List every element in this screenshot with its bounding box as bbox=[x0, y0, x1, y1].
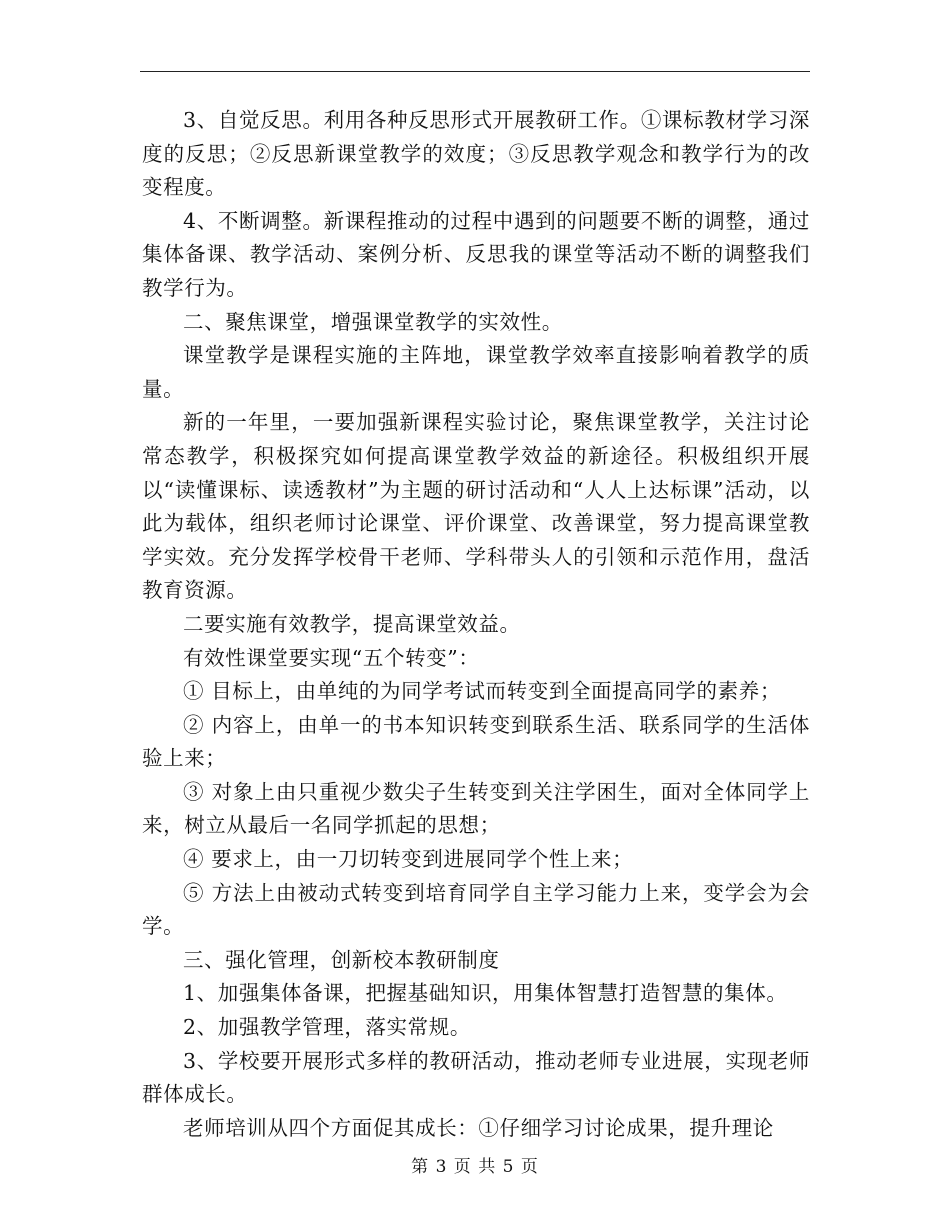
paragraph-reflection: 3、自觉反思。利用各种反思形式开展教研工作。①课标教材学习深度的反思；②反思新课堂教学的效度；③反思教学观念和教学行为的改变程度。 bbox=[142, 108, 810, 200]
list-item-requirement: ④ 要求上，由一刀切转变到进展同学个性上来； bbox=[183, 847, 634, 872]
paragraph-research-activities: 3、学校要开展形式多样的教研活动，推动老师专业进展，实现老师群体成长。 bbox=[142, 1048, 810, 1107]
paragraph-effective-teaching: 二要实施有效教学，提高课堂效益。 bbox=[183, 611, 521, 636]
section-heading-2: 二、聚焦课堂，增强课堂教学的实效性。 bbox=[183, 309, 563, 334]
list-item-content: ② 内容上，由单一的书本知识转变到联系生活、联系同学的生活体验上来； bbox=[142, 712, 810, 771]
document-body bbox=[142, 104, 810, 1145]
list-item-target: ③ 对象上由只重视少数尖子生转变到关注学困生，面对全体同学上来，树立从最后一名同学抓起的思想； bbox=[142, 779, 810, 838]
list-item-goal: ① 目标上，由单纯的为同学考试而转变到全面提高同学的素养； bbox=[183, 679, 781, 704]
paragraph-classroom-main: 课堂教学是课程实施的主阵地，课堂教学效率直接影响着教学的质量。 bbox=[142, 343, 810, 401]
paragraph-adjustment: 4、不断调整。新课程推动的过程中遇到的问题要不断的调整，通过集体备课、教学活动、案例分析、反思我的课堂等活动不断的调整我们教学行为。 bbox=[142, 208, 810, 300]
paragraph-new-year: 新的一年里，一要加强新课程实验讨论，聚焦课堂教学，关注讨论常态教学，积极探究如何提高课堂教学效益的新途径。积极组织开展以“读懂课标、读透教材”为主题的研讨活动和“人人上达标课”活动，以此为载体，组织老师讨论课堂、评价课堂、改善课堂，努力提高课堂教学实效。充分发挥学校骨干老师、学科带头人的引领和示范作用，盘活教育资源。 bbox=[142, 410, 810, 603]
page-number: 第 3 页 共 5 页 bbox=[411, 1157, 539, 1177]
paragraph-teacher-training: 老师培训从四个方面促其成长：①仔细学习讨论成果，提升理论 bbox=[183, 1115, 774, 1140]
paragraph-five-changes: 有效性课堂要实现“五个转变”： bbox=[183, 645, 480, 670]
list-item-method: ⑤ 方法上由被动式转变到培育同学自主学习能力上来，变学会为会学。 bbox=[142, 880, 810, 939]
paragraph-management: 2、加强教学管理，落实常规。 bbox=[183, 1015, 471, 1040]
paragraph-collective-prep: 1、加强集体备课，把握基础知识，用集体智慧打造智慧的集体。 bbox=[183, 981, 788, 1006]
section-heading-3: 三、强化管理，创新校本教研制度 bbox=[183, 947, 500, 972]
header-rule bbox=[140, 71, 810, 72]
